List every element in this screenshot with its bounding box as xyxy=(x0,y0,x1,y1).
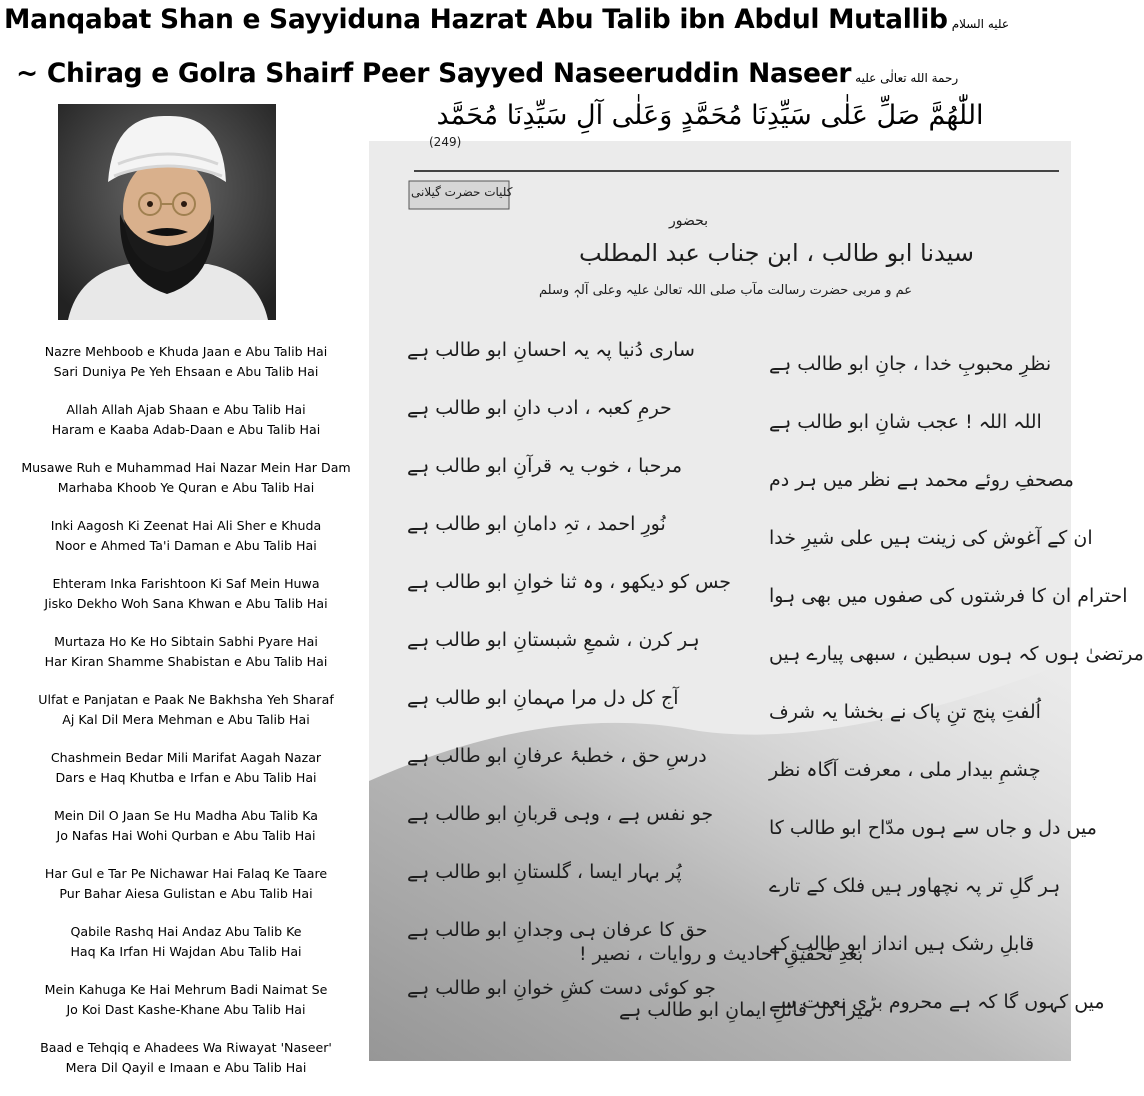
verse-line: Jisko Dekho Woh Sana Khwan e Abu Talib Hai xyxy=(44,595,328,611)
urdu-verse-right: ہر گلِ تر پہ نچھاور ہیں فلک کے تارے xyxy=(769,875,1061,897)
urdu-verse-right: میں دل و جاں سے ہوں مدّاح ابو طالب کا xyxy=(769,817,1097,839)
urdu-verse-right: ان کے آغوش کی زینت ہیں علی شیرِ خدا xyxy=(769,527,1093,549)
verse-line: Noor e Ahmed Ta'i Daman e Abu Talib Hai xyxy=(55,537,317,553)
verse-line: Pur Bahar Aiesa Gulistan e Abu Talib Hai xyxy=(59,885,313,901)
poet-honorific: رحمة الله تعالٰى عليه xyxy=(855,71,959,85)
portrait-photo xyxy=(58,104,276,320)
scanned-book-page xyxy=(369,135,1144,1061)
scanned-text xyxy=(369,135,1144,1061)
verse-stanza xyxy=(0,690,372,748)
verse-stanza xyxy=(0,458,372,516)
poem-heading-small: بحضور xyxy=(669,213,709,229)
verse-line: Chashmein Bedar Mili Marifat Aagah Nazar xyxy=(50,750,322,765)
portrait-illustration xyxy=(58,104,276,320)
poet-credit xyxy=(16,58,1096,89)
urdu-verse-right: میں کہوں گا کہ ہے محروم بڑی نعمت سے xyxy=(769,991,1105,1013)
urdu-verse-left: جس کو دیکھو ، وہ ثنا خوانِ ابو طالب ہے xyxy=(407,571,732,593)
verse-line: Dars e Haq Khutba e Irfan e Abu Talib Hai xyxy=(55,769,317,785)
verse-stanza xyxy=(0,400,372,458)
verse-stanza xyxy=(0,632,372,690)
verse-line: Mera Dil Qayil e Imaan e Abu Talib Hai xyxy=(65,1059,307,1075)
verse-stanza xyxy=(0,922,372,980)
verse-line: Sari Duniya Pe Yeh Ehsaan e Abu Talib Hai xyxy=(53,363,319,379)
urdu-final-line: بعدِ تحقیقِ احادیث و روایات ، نصیر ! xyxy=(579,943,864,965)
verse-line: Jo Nafas Hai Wohi Qurban e Abu Talib Hai xyxy=(56,827,316,843)
book-tab-label: کلیات حضرت گیلانی xyxy=(411,185,513,199)
book-page-number: (249) xyxy=(429,135,462,149)
durood-line: اللّٰهُمَّ صَلِّ عَلٰى سَيِّدِنَا مُحَمَّدٍ وَعَلٰى آلِ سَيِّدِنَا مُحَمَّد xyxy=(436,100,984,131)
poem-heading: سیدنا ابو طالب ، ابن جناب عبد المطلب xyxy=(579,239,974,267)
page-title xyxy=(4,4,1084,35)
urdu-verse-right: مصحفِ روئے محمد ہے نظر میں ہر دم xyxy=(769,469,1074,491)
verse-line: Mein Dil O Jaan Se Hu Madha Abu Talib Ka xyxy=(54,808,318,823)
verse-line: Baad e Tehqiq e Ahadees Wa Riwayat 'Naseer' xyxy=(40,1040,332,1055)
verse-stanza xyxy=(0,806,372,864)
verse-line: Har Kiran Shamme Shabistan e Abu Talib Hai xyxy=(44,653,328,669)
urdu-verse-right: مرتضیٰ ہوں کہ ہوں سبطین ، سبھی پیارے ہیں xyxy=(769,643,1144,665)
verse-line: Har Gul e Tar Pe Nichawar Hai Falaq Ke Taare xyxy=(44,866,328,881)
urdu-verse-right: اللہ اللہ ! عجب شانِ ابو طالب ہے xyxy=(769,411,1042,433)
verse-stanza xyxy=(0,516,372,574)
verse-stanza xyxy=(0,980,372,1038)
title-text: Manqabat Shan e Sayyiduna Hazrat Abu Talib ibn Abdul Mutallib xyxy=(4,4,948,35)
verse-line: Ulfat e Panjatan e Paak Ne Bakhsha Yeh Sharaf xyxy=(38,692,334,707)
urdu-verse-left: جو کوئی دست کشِ خوانِ ابو طالب ہے xyxy=(407,977,716,999)
urdu-verse-left: ہر کرن ، شمعِ شبستانِ ابو طالب ہے xyxy=(407,629,700,651)
transliteration-verses xyxy=(0,342,372,1096)
urdu-verse-left: جو نفس ہے ، وہی قربانِ ابو طالب ہے xyxy=(407,803,714,825)
urdu-verse-left: درسِ حق ، خطبۂ عرفانِ ابو طالب ہے xyxy=(407,745,707,767)
poem-subheading: عم و مربی حضرت رسالت مآب صلی اللہ تعالیٰ علیہ وعلی آلہٖ وسلم xyxy=(539,283,913,298)
verse-line: Marhaba Khoob Ye Quran e Abu Talib Hai xyxy=(57,479,315,495)
urdu-verse-left: پُر بہار ایسا ، گلستانِ ابو طالب ہے xyxy=(407,861,682,883)
verse-stanza xyxy=(0,1038,372,1096)
verse-stanza xyxy=(0,342,372,400)
verse-line: Aj Kal Dil Mera Mehman e Abu Talib Hai xyxy=(62,711,310,727)
urdu-final-line: میرا دل قائلِ ایمانِ ابو طالب ہے xyxy=(619,999,874,1021)
verse-line: Allah Allah Ajab Shaan e Abu Talib Hai xyxy=(66,402,306,417)
verse-line: Jo Koi Dast Kashe-Khane Abu Talib Hai xyxy=(66,1001,306,1017)
verse-line: Qabile Rashq Hai Andaz Abu Talib Ke xyxy=(70,924,302,939)
verse-line: Ehteram Inka Farishtoon Ki Saf Mein Huwa xyxy=(52,576,320,591)
urdu-verse-left: ساری دُنیا پہ یہ احسانِ ابو طالب ہے xyxy=(407,339,695,361)
urdu-verse-left: حق کا عرفان ہی وجدانِ ابو طالب ہے xyxy=(407,919,708,941)
verse-line: Haq Ka Irfan Hi Wajdan Abu Talib Hai xyxy=(70,943,302,959)
urdu-verse-right: چشمِ بیدار ملی ، معرفت آگاہ نظر xyxy=(769,759,1041,781)
verse-line: Inki Aagosh Ki Zeenat Hai Ali Sher e Khuda xyxy=(50,518,322,533)
urdu-verse-right: نظرِ محبوبِ خدا ، جانِ ابو طالب ہے xyxy=(769,353,1052,375)
verse-line: Nazre Mehboob e Khuda Jaan e Abu Talib Hai xyxy=(44,344,328,359)
poet-name: ~ Chirag e Golra Shairf Peer Sayyed Naseeruddin Naseer xyxy=(16,58,852,89)
urdu-verse-right: اُلفتِ پنج تنِ پاک نے بخشا یہ شرف xyxy=(769,701,1041,723)
urdu-verse-left: مرحبا ، خوب یہ قرآنِ ابو طالب ہے xyxy=(407,455,683,477)
verse-stanza xyxy=(0,748,372,806)
title-honorific: عليه السلام xyxy=(951,17,1010,31)
urdu-verse-left: حرمِ کعبہ ، ادب دانِ ابو طالب ہے xyxy=(407,397,672,419)
verse-stanza xyxy=(0,574,372,632)
verse-line: Haram e Kaaba Adab-Daan e Abu Talib Hai xyxy=(51,421,321,437)
urdu-verse-left: آج کل دل مرا مہمانِ ابو طالب ہے xyxy=(407,687,679,709)
urdu-verse-right: قابلِ رشک ہیں انداز ابو طالب کے xyxy=(769,933,1035,955)
urdu-verse-left: نُورِ احمد ، تہِ دامانِ ابو طالب ہے xyxy=(407,513,666,535)
verse-stanza xyxy=(0,864,372,922)
verse-line: Mein Kahuga Ke Hai Mehrum Badi Naimat Se xyxy=(44,982,328,997)
urdu-verse-right: احترام ان کا فرشتوں کی صفوں میں بھی ہوا xyxy=(769,585,1128,607)
verse-line: Murtaza Ho Ke Ho Sibtain Sabhi Pyare Hai xyxy=(54,634,318,649)
verse-line: Musawe Ruh e Muhammad Hai Nazar Mein Har Dam xyxy=(21,460,351,475)
